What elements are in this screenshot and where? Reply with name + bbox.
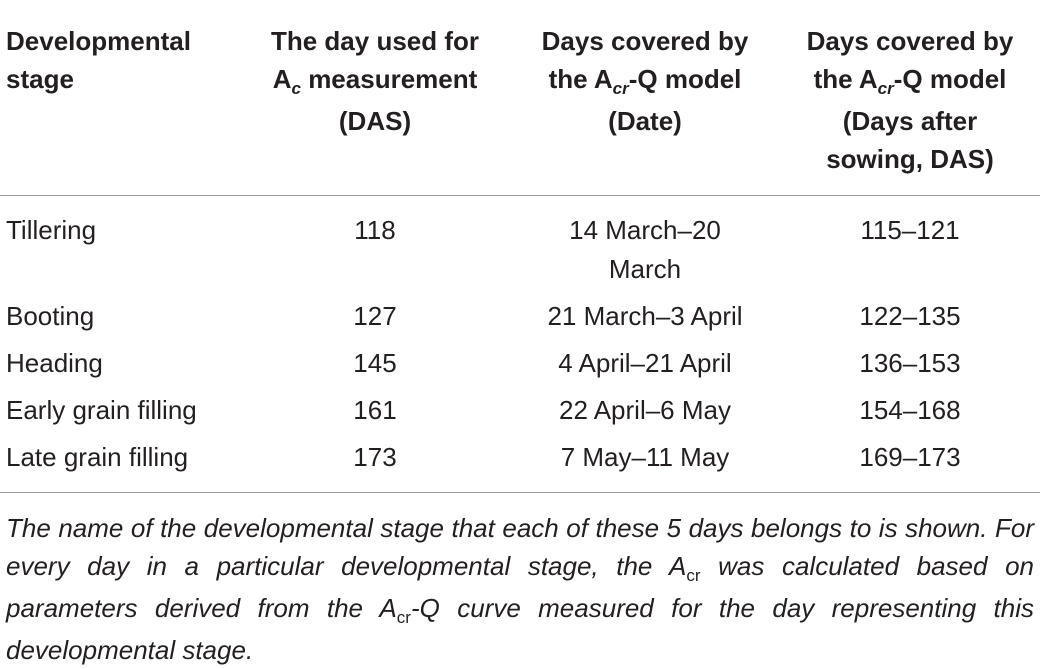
cell-das: 115–121 [860,215,960,245]
cell-dates-line: 14 March–20 [569,215,721,245]
cell-das: 169–173 [780,435,1040,493]
header-text: Days covered by [541,26,749,56]
header-text: A [272,64,292,94]
header-text: -Q model [628,64,742,94]
cell-dates [510,196,780,295]
table-row [0,196,1040,295]
table-caption [6,509,1034,669]
cell-day: 127 [353,301,397,331]
cell-day: 161 [353,395,397,425]
cell-das: 136–153 [859,348,961,378]
subscript: c [291,79,301,98]
subscript: cr [396,608,411,627]
table-row [0,294,1040,341]
cell-stage: Tillering [6,215,97,245]
table-body [0,196,1040,493]
header-text: (Days after [842,106,978,136]
header-text: (DAS) [338,106,412,136]
cell-dates: 22 April–6 May [559,395,731,425]
header-developmental-stage [0,0,240,196]
header-day-used [240,0,510,196]
cell-das: 154–168 [859,395,961,425]
header-days-covered-das [780,0,1040,196]
table-row [0,388,1040,435]
caption-text: was calculated based on parameters derived from the A [6,551,1034,623]
cell-day: 145 [353,348,397,378]
table-row [0,341,1040,388]
cell-day: 118 [354,215,396,245]
header-row [0,0,1040,196]
header-days-covered-date [510,0,780,196]
header-text: stage [6,64,74,94]
cell-stage: Early grain filling [6,395,197,425]
caption-text: The name of the developmental stage that each of these 5 days belongs to is shown. For every day in a particular developmental stage, the A [6,513,1034,581]
header-text: (Date) [608,106,682,136]
cell-dates: 21 March–3 April [547,301,743,331]
header-text: Days covered by [806,26,1014,56]
cell-day: 173 [240,435,510,493]
table-row [0,435,1040,493]
cell-stage: Late grain filling [0,435,240,493]
cell-stage: Booting [6,301,95,331]
header-text: The day used for [270,26,480,56]
table-header [0,0,1040,196]
cell-dates: 7 May–11 May [510,435,780,493]
subscript: cr [877,79,894,98]
header-text: sowing, DAS) [826,144,994,174]
subscript: cr [686,566,701,585]
header-text: -Q model [893,64,1007,94]
header-text: the A [548,64,613,94]
caption-text: -Q curve measured for the day representing this developmental stage. [6,593,1035,665]
cell-das: 122–135 [859,301,961,331]
header-text: the A [813,64,878,94]
cell-dates: 4 April–21 April [558,348,732,378]
header-text: measurement [300,64,478,94]
cell-stage: Heading [6,348,103,378]
cell-dates-line: March [608,254,682,284]
subscript: cr [612,79,629,98]
header-text: Developmental [6,26,191,56]
